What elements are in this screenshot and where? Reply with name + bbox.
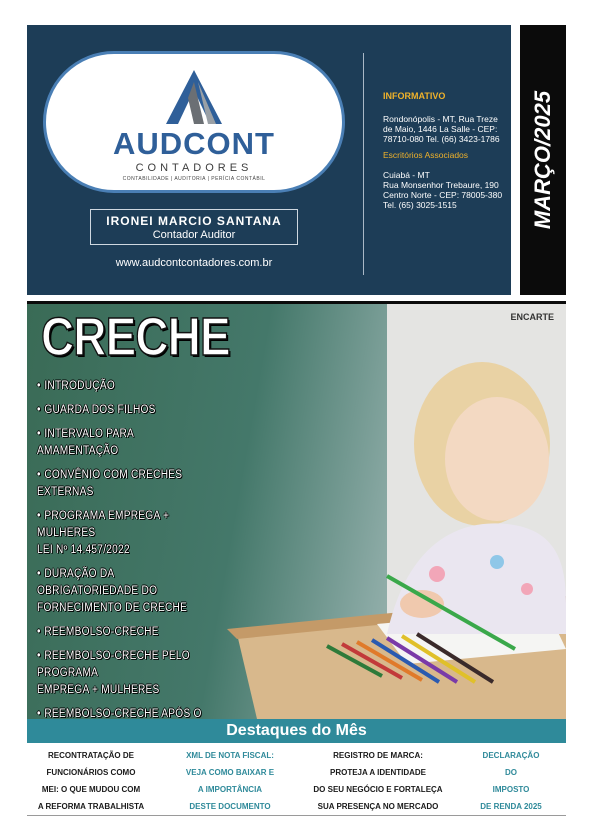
topic-item[interactable]: • DURAÇÃO DA OBRIGATORIEDADE DO FORNECIMENTO DE CRECHE <box>37 568 188 614</box>
highlight-line: DO SEU NEGÓCIO E FORTALEÇA <box>313 785 443 794</box>
highlight-line: A REFORMA TRABALHISTA <box>37 802 145 811</box>
office-city-cuiaba: Cuiabá - MT <box>383 170 430 180</box>
contact-person-box <box>90 209 298 245</box>
brand-tagline: CONTABILIDADE | AUDITORIA | PERÍCIA CONTÁBIL <box>122 176 266 182</box>
highlight-line: FUNCIONÁRIOS COMO <box>46 768 136 777</box>
highlight-line: VEJA COMO BAIXAR E <box>185 768 275 777</box>
highlight-line: DECLARAÇÃO <box>482 751 540 760</box>
highlight-line: DESTE DOCUMENTO <box>189 802 271 811</box>
topic-item[interactable]: • PROGRAMA EMPREGA + MULHERES LEI Nº 14.457/2022 <box>37 510 170 556</box>
highlight-imposto-renda[interactable] <box>465 747 557 815</box>
edition-date: MARÇO/2025 <box>530 90 555 230</box>
header-panel <box>27 25 511 295</box>
highlight-line: IMPOSTO <box>492 785 530 794</box>
website-link[interactable]: www.audcontcontadores.com.br <box>115 257 273 269</box>
person-role: Contador Auditor <box>152 229 236 241</box>
hero-section <box>27 301 566 719</box>
topics-list <box>37 378 237 719</box>
edition-strip <box>520 25 566 295</box>
highlight-line: SUA PRESENÇA NO MERCADO <box>317 802 439 811</box>
topic-item[interactable]: • REEMBOLSO-CRECHE <box>37 626 159 638</box>
brand-name: AUDCONT <box>113 126 275 161</box>
topic-item[interactable]: • INTERVALO PARA AMAMENTAÇÃO <box>37 428 134 457</box>
topic-item[interactable]: • REEMBOLSO-CRECHE PELO PROGRAMA EMPREGA + MULHERES <box>37 650 190 696</box>
audcont-logo-icon <box>164 68 224 126</box>
highlights-title: Destaques do Mês <box>27 719 566 743</box>
highlight-recontratacao-mei[interactable] <box>27 747 155 815</box>
highlight-line: A IMPORTÂNCIA <box>197 785 263 794</box>
highlight-line: DO <box>505 768 517 777</box>
highlight-line: RECONTRATAÇÃO DE <box>48 751 134 760</box>
vertical-divider <box>363 53 364 275</box>
topic-item[interactable]: • INTRODUÇÃO <box>37 380 116 392</box>
hero-title: CRECHE <box>41 307 230 367</box>
info-title: INFORMATIVO <box>383 91 446 101</box>
logo-badge <box>43 51 345 193</box>
info-block <box>383 91 505 210</box>
associated-offices-label: Escritórios Associados <box>383 150 469 160</box>
highlight-line: MEI: O QUE MUDOU COM <box>41 785 141 794</box>
topic-item[interactable]: • REEMBOLSO-CRECHE APÓS O <box>37 708 202 719</box>
encarte-label: ENCARTE <box>510 312 554 322</box>
bottom-divider <box>27 815 566 816</box>
highlight-line: DE RENDA 2025 <box>480 802 542 811</box>
office-tel-cuiaba: Tel. (65) 3025-1515 <box>383 200 457 210</box>
brand-subtitle: CONTADORES <box>135 162 253 174</box>
topic-item[interactable]: • GUARDA DOS FILHOS <box>37 404 156 416</box>
topic-item[interactable]: • CONVÊNIO COM CRECHES EXTERNAS <box>37 469 183 498</box>
office-address-rondonopolis: Rondonópolis - MT, Rua Treze de Maio, 1446 La Salle - CEP: 78710-080 Tel. (66) 3423-1786 <box>383 114 500 144</box>
highlight-xml-nota-fiscal[interactable] <box>167 747 293 815</box>
highlights-row <box>27 743 566 815</box>
highlight-line: XML DE NOTA FISCAL: <box>186 751 274 760</box>
highlight-line: REGISTRO DE MARCA: <box>333 751 423 760</box>
highlight-registro-marca[interactable] <box>303 747 453 815</box>
person-name: IRONEI MARCIO SANTANA <box>106 214 282 228</box>
highlight-line: PROTEJA A IDENTIDADE <box>329 768 426 777</box>
office-address-cuiaba: Rua Monsenhor Trebaure, 190 Centro Norte - CEP: 78005-380 <box>383 180 503 200</box>
